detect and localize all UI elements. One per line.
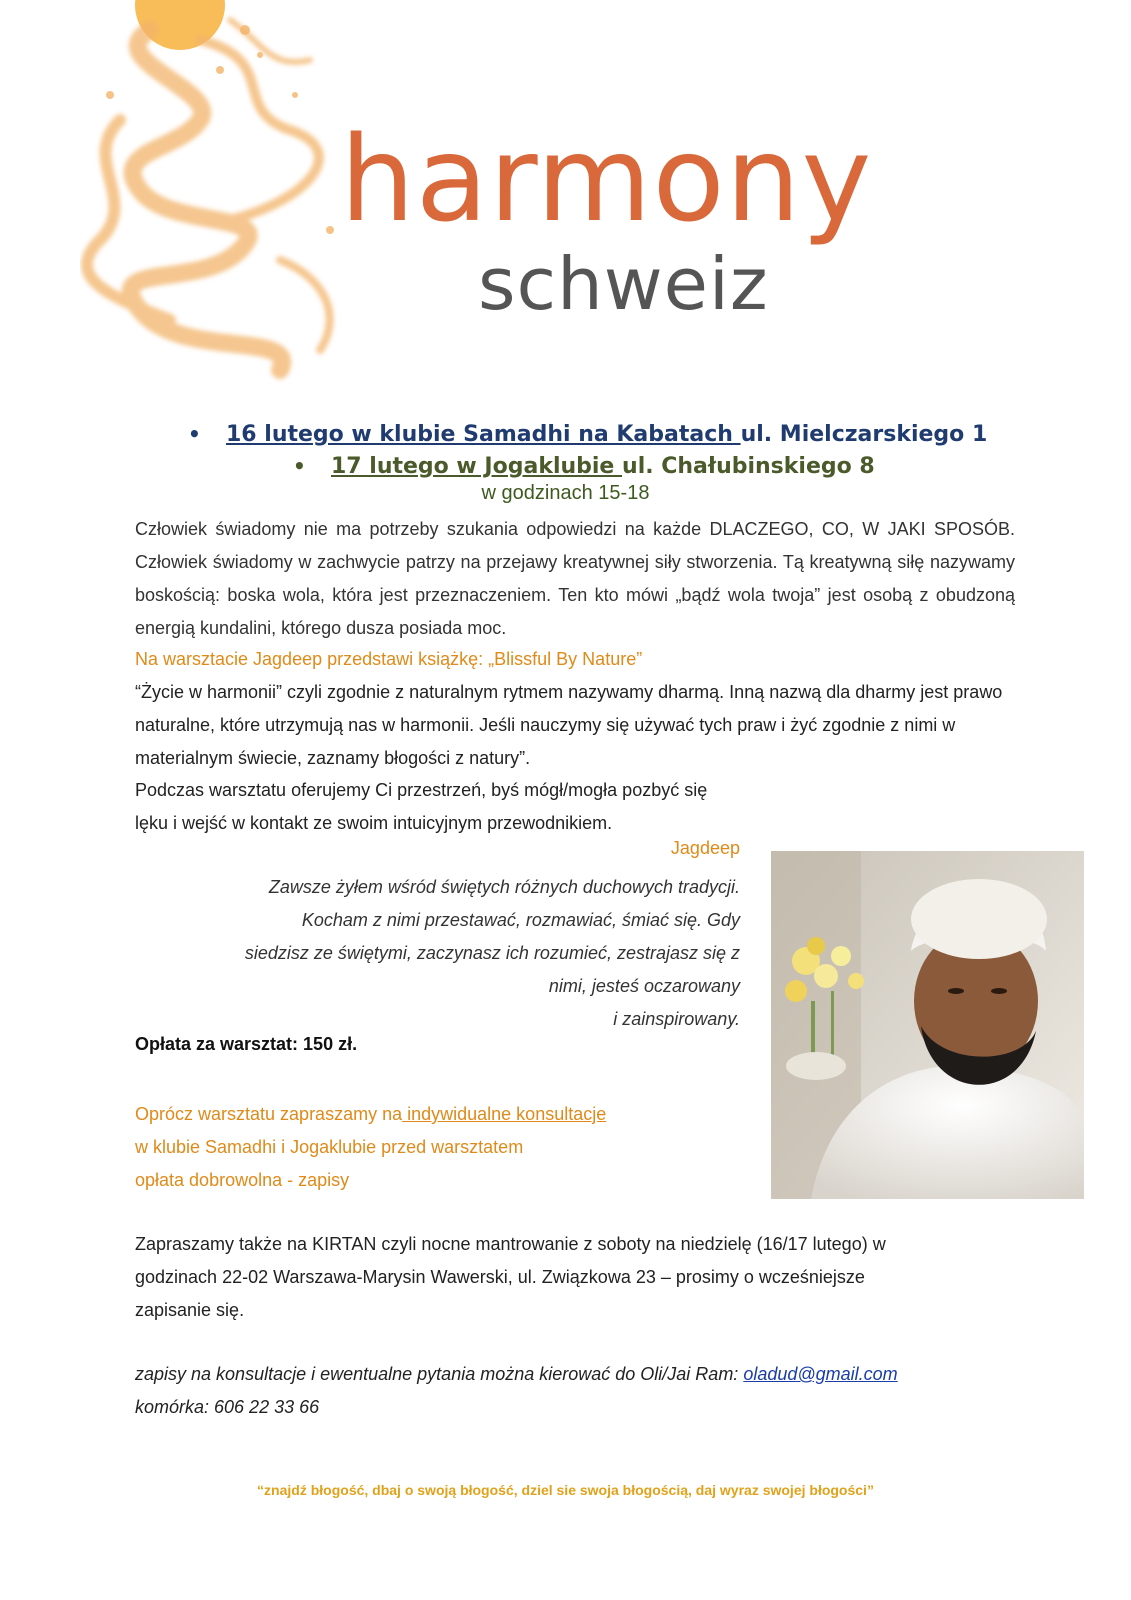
consultation-info — [135, 1098, 606, 1197]
contact-info — [135, 1358, 898, 1424]
quote-block — [180, 871, 740, 1036]
event-2-link-text[interactable]: 17 lutego w Jogaklubie — [331, 454, 623, 479]
email-link[interactable]: oladud@gmail.com — [743, 1364, 898, 1384]
event-1-link-text[interactable]: 16 lutego w klubie Samadhi na Kabatach — [226, 422, 741, 447]
quote-line: Kocham z nimi przestawać, rozmawiać, śmiać się. Gdy — [301, 910, 740, 930]
quote-line: nimi, jesteś oczarowany — [548, 976, 740, 996]
contact-prefix: zapisy na konsultacje i ewentualne pytania można kierować do Oli/Jai Ram: — [135, 1364, 744, 1384]
bullet-icon: • — [188, 422, 201, 446]
consult-prefix: Oprócz warsztatu zapraszamy na — [135, 1104, 403, 1124]
consult-line-2: w klubie Samadhi i Jogaklubie przed warsztatem — [135, 1137, 524, 1157]
event-1-address: ul. Mielczarskiego 1 — [740, 422, 988, 447]
phone-number: komórka: 606 22 33 66 — [135, 1397, 320, 1417]
event-hours: w godzinach 15-18 — [481, 482, 650, 504]
bullet-icon: • — [293, 454, 306, 478]
logo-swirl-graphic — [80, 0, 380, 385]
book-announcement: Na warsztacie Jagdeep przedstawi książkę: „Blissful By Nature” — [135, 649, 643, 669]
quote-line: siedzisz ze świętymi, zaczynasz ich rozumieć, zestrajasz się z — [244, 943, 740, 963]
footer-motto: “znajdź błogość, dbaj o swoją błogość, dziel sie swoja błogością, daj wyraz swojej błogości” — [257, 1482, 874, 1498]
intro-paragraph: Człowiek świadomy nie ma potrzeby szukania odpowiedzi na każde DLACZEGO, CO, W JAKI SPOSÓB. Człowiek świadomy w zachwycie patrzy na przejawy kreatywnej siły stworzenia. Tą kreatywną siłę nazywamy boskością: boska wola, która jest przeznaczeniem. Ten kto mówi „bądź wola twoja” jest osobą z obudzoną energią kundalini, którego dusza posiada moc. — [135, 519, 1015, 638]
quote-line: Zawsze żyłem wśród świętych różnych duchowych tradycji. — [268, 877, 740, 897]
consult-link[interactable]: indywidualne konsultacje — [402, 1104, 607, 1124]
consult-line-3: opłata dobrowolna - zapisy — [135, 1170, 350, 1190]
quote-author: Jagdeep — [670, 838, 740, 858]
quote-line: i zainspirowany. — [613, 1009, 740, 1029]
jagdeep-portrait-photo — [771, 851, 1084, 1199]
event-2-address: ul. Chałubinskiego 8 — [622, 454, 875, 479]
event-item-2 — [293, 453, 875, 480]
logo-word-schweiz: schweiz — [478, 242, 769, 326]
harmony-paragraph: “Życie w harmonii” czyli zgodnie z naturalnym rytmem nazywamy dharmą. Inną nazwą dla dharmy jest prawo naturalne, które utrzymują nas w harmonii. Jeśli nauczymy się używać tych praw i żyć zgodnie z nimi w materialnym świecie, zaznamy błogości z natury”. — [135, 682, 1003, 768]
logo-word-harmony: harmony — [340, 110, 873, 248]
workshop-paragraph: Podczas warsztatu oferujemy Ci przestrzeń, byś mógł/mogła pozbyć się lęku i wejść w kontakt ze swoim intuicyjnym przewodnikiem. — [135, 780, 708, 833]
kirtan-paragraph: Zapraszamy także na KIRTAN czyli nocne mantrowanie z soboty na niedzielę (16/17 lutego) w godzinach 22-02 Warszawa-Marysin Wawerski, ul. Związkowa 23 – prosimy o wcześniejsze zapisanie się. — [135, 1234, 886, 1320]
workshop-fee: Opłata za warsztat: 150 zł. — [135, 1034, 358, 1054]
event-item-1 — [188, 421, 987, 448]
